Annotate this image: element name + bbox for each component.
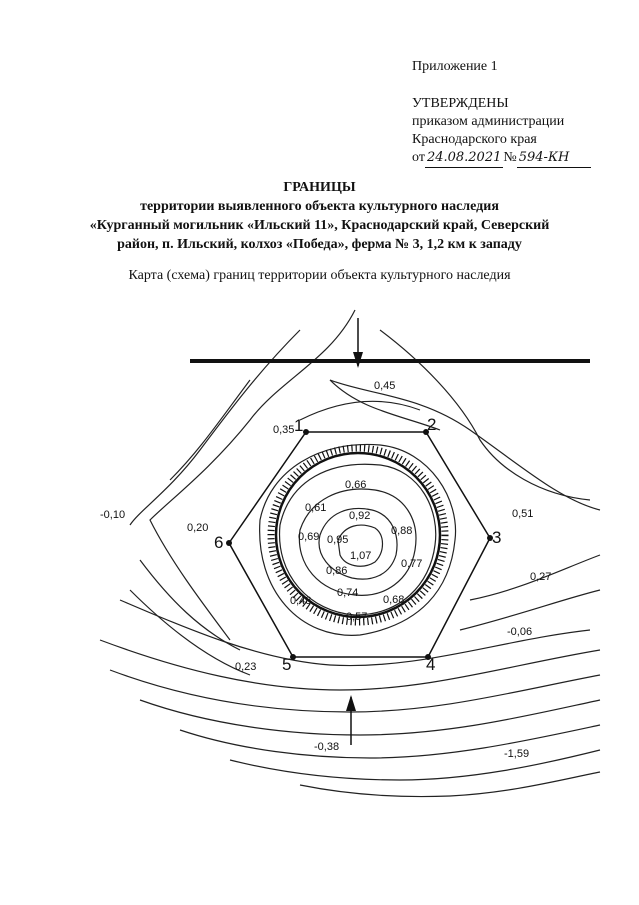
approved-label: УТВЕРЖДЕНЫ	[412, 96, 509, 111]
elev-label: 0,57	[346, 611, 368, 623]
elev-label: 0,95	[327, 534, 349, 546]
order-date: 24.08.2021	[425, 149, 503, 168]
elev-label: 0,77	[401, 558, 423, 570]
elev-label: -1,59	[504, 748, 530, 760]
elev-label: 0,20	[187, 522, 209, 534]
vertex-4-label: 4	[426, 655, 436, 674]
order-number: 594-КН	[517, 149, 591, 168]
number-prefix: №	[503, 150, 517, 165]
appendix-label: Приложение 1	[412, 59, 498, 74]
elev-label: 0,92	[349, 510, 371, 522]
vertex-5-label: 5	[282, 655, 292, 674]
elevation-labels	[100, 380, 551, 760]
title-line-2: «Курганный могильник «Ильский 11», Краснодарский край, Северский	[89, 218, 550, 233]
vertex-2-label: 2	[427, 415, 437, 434]
elev-label: 0,68	[383, 594, 405, 606]
vertex-6-label: 6	[214, 533, 224, 552]
elev-label: 0,27	[530, 571, 552, 583]
vertex-3-label: 3	[492, 528, 502, 547]
title-heading: ГРАНИЦЫ	[283, 180, 356, 195]
elev-label: 0,69	[298, 531, 320, 543]
title-line-1: территории выявленного объекта культурного наследия	[140, 199, 499, 214]
map-caption: Карта (схема) границ территории объекта культурного наследия	[128, 268, 511, 283]
vertex-1-label: 1	[294, 416, 304, 435]
elev-label: -0,38	[314, 741, 340, 753]
elev-label: 0,86	[326, 565, 348, 577]
elev-label: -0,10	[100, 509, 126, 521]
region-line: Краснодарского края	[412, 132, 537, 147]
elev-label: -0,06	[507, 626, 533, 638]
date-prefix: от	[412, 150, 425, 165]
title-line-3: район, п. Ильский, колхоз «Победа», ферма № 3, 1,2 км к западу	[117, 237, 522, 252]
elev-label: 0,48	[290, 595, 312, 607]
elev-label: 0,88	[391, 525, 413, 537]
order-line: приказом администрации	[412, 114, 565, 129]
elev-label: 0,35	[273, 424, 295, 436]
elev-label: 0,66	[345, 479, 367, 491]
elev-label: 1,07	[350, 550, 372, 562]
elev-label: 0,74	[337, 587, 359, 599]
south-arrow	[346, 695, 356, 745]
elev-label: 0,23	[235, 661, 257, 673]
elev-label: 0,51	[512, 508, 534, 520]
elev-label: 0,45	[374, 380, 396, 392]
elev-label: 0,61	[305, 502, 327, 514]
